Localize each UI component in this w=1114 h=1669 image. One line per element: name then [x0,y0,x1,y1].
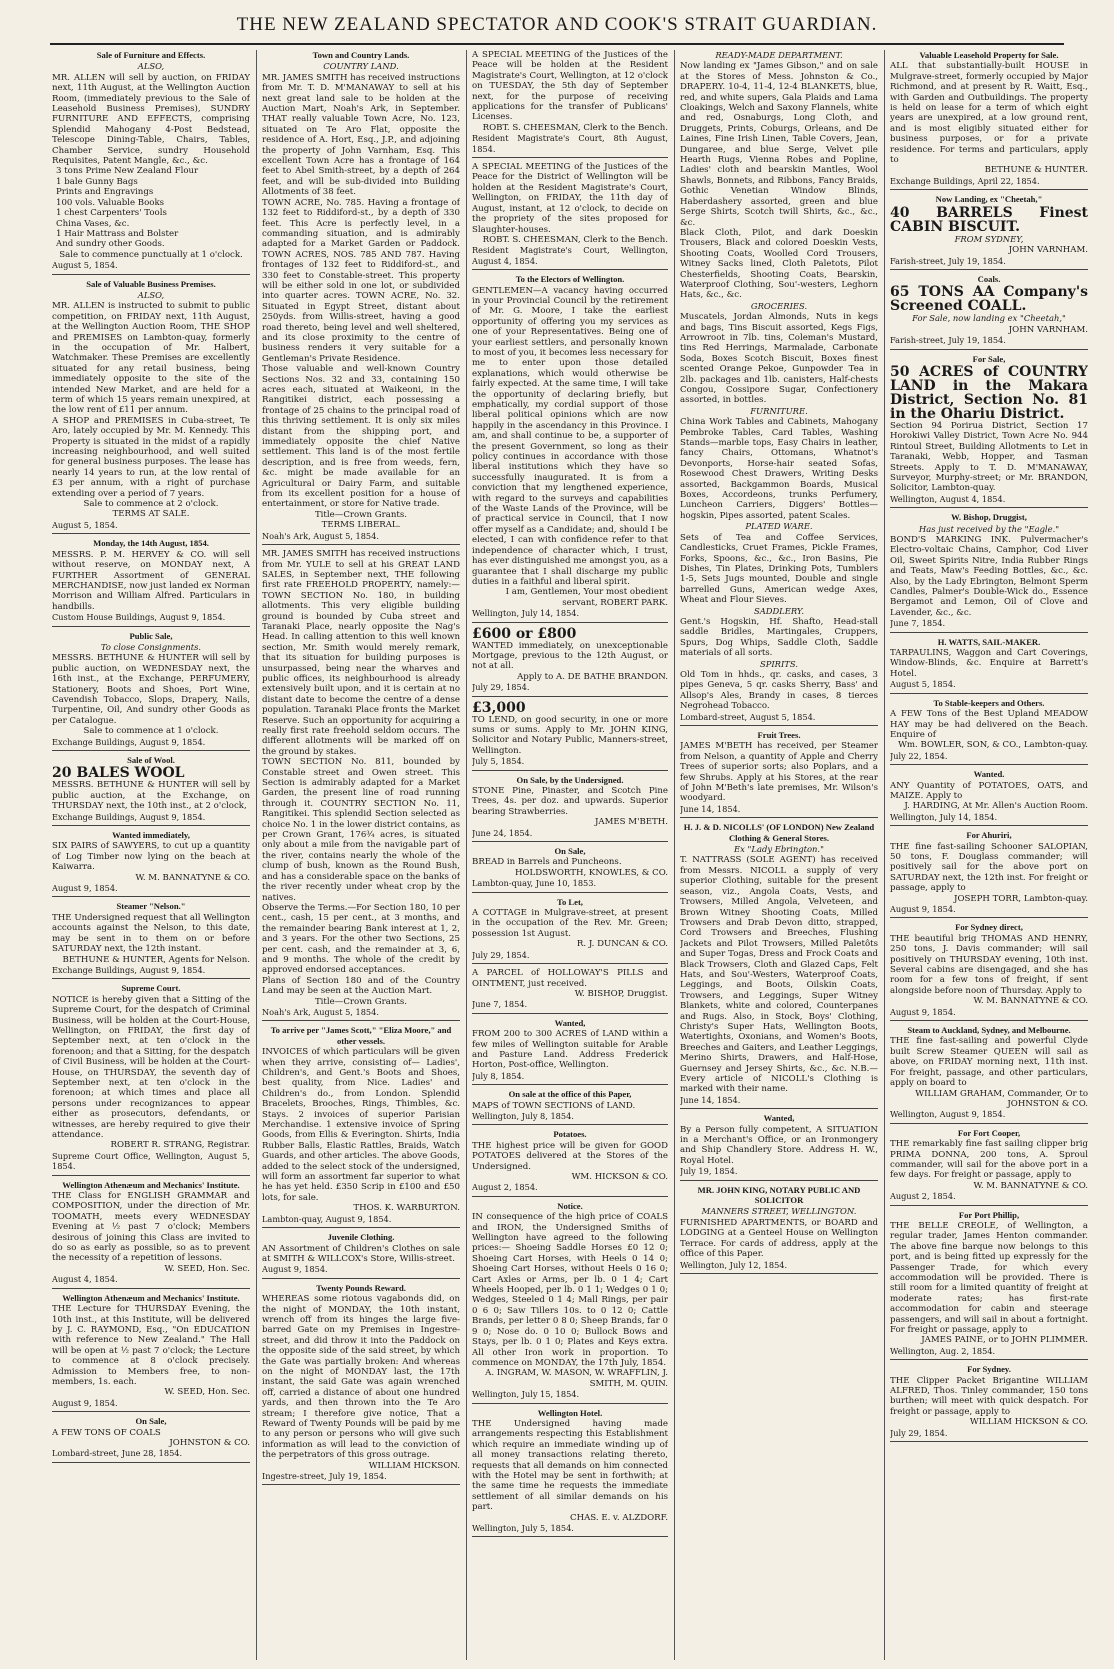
ad-heading: Wellington Hotel. [537,1407,603,1418]
advertisement [262,1025,460,1228]
ad-heading: For Sydney. [967,1364,1011,1375]
ad-subheading: SPIRITS. [760,658,798,669]
column-3 [472,50,668,1665]
ad-signature: ROBERT R. STRANG, Registrar. [110,1140,250,1151]
advertisement [890,274,1088,350]
advertisement [890,1128,1088,1206]
ad-heading: Juvenile Clothing. [327,1232,395,1243]
ad-body: THE Clipper Packet Brigantine WILLIAM ALFRED, Thos. Tinley commander, 150 tons burthen; will meet with quick despatch. For freight or passage, apply to [890,1375,1088,1417]
ad-note: Sale to commence at 2 o'clock. [83,499,219,510]
ad-subheading: FURNITURE. [750,405,808,416]
ad-signature: W. M. BANNATYNE & CO. [973,1180,1088,1191]
ad-signature: W. M. BANNATYNE & CO. [973,996,1088,1007]
ad-subheading: Ex "Lady Ebrington." [734,844,824,855]
ad-date: Lombard-street, June 28, 1854. [52,1448,183,1459]
advertisement [472,1129,668,1196]
ad-date: July 5, 1854. [472,756,525,767]
advertisement [890,1210,1088,1361]
ad-date: Lambton-quay, June 10, 1853. [472,878,597,889]
ad-heading: On Sale, [135,1416,167,1427]
ad-heading: H. WATTS, SAIL-MAKER. [937,636,1041,647]
ad-note: Sale to commence at 1 o'clock. [83,726,219,737]
ad-date: August 9, 1854. [52,1397,118,1408]
ad-date: August 2, 1854. [890,1191,956,1202]
ad-heading: Fruit Trees. [757,730,801,740]
advertisement [890,769,1088,826]
ad-signature: WILLIAM HICKSON & CO. [969,1417,1088,1428]
ad-body: FROM 200 to 300 ACRES of LAND within a few miles of Wellington suitable for Arable and Pasture Land. Address Frederick Horton, Post-office, Wellington. [472,1029,668,1071]
ad-body: MESSRS. BETHUNE & HUNTER will sell by public auction, on WEDNESDAY next, the 16th inst., at the Exchange, PERFUMERY, Stationery, Boots and Shoes, Port Wine, Cavendish Tobacco, Slops, Drapery, Nails, Turpentine, Oil, And sundry other Goods as per Catalogue. [52,653,250,726]
ad-date: Exchange Buildings, April 22, 1854. [890,175,1040,186]
ad-heading: To Stable-keepers and Others. [933,697,1045,708]
advertisement [472,846,668,893]
ad-date: June 24, 1854. [472,827,533,838]
ad-subheading: READY-MADE DEPARTMENT. [715,50,843,60]
ad-body: A FEW Tons of the Best Upland MEADOW HAY may be had delivered on the Beach. Enquire of [890,709,1088,740]
ad-body: TOWN SECTION No. 811, bounded by Constable street and Owen street. This Section is admirably adapted for a Market Garden, the present line of road running through it. COUNTRY SECTION No. 11, Rangitikei. This splendid Section selected as choice No. 1 in the lower district contains, as per Crown Grant, 176¾ acres, is situated only about a mile from the navigable part of the river, contains nearly the whole of the clump of bush, known as the Round Bush, and has a considerable space on the banks of the river recently under wheat crop by the natives. [262,757,460,903]
ad-heading: For Port Phillip, [958,1209,1020,1220]
ad-signature: HOLDSWORTH, KNOWLES, & CO. [515,867,668,878]
column-1 [52,50,250,1665]
ad-signature: W. M. BANNATYNE & CO. [135,872,250,883]
ad-body: STONE Pine, Pinaster, and Scotch Pine Trees, 4s. per doz. and upwards. Superior bearing Strawberries. [472,786,668,817]
advertisement [262,50,460,545]
ad-subheading: PLATED WARE. [745,521,813,532]
advertisement [890,637,1088,694]
ad-body: WANTED immediately, on unexceptionable Mortgage, previous to the 12th August, or not at all. [472,640,668,672]
ad-signature: Wm. BOWLER, SON, & CO., Lambton-quay. [898,740,1088,751]
ad-signature: J. HARDING, At Mr. Allen's Auction Room. [904,801,1088,812]
ad-body: MAPS of TOWN SECTIONS of LAND. [472,1100,636,1111]
ad-date: Resident Magistrate's Court, Wellington, August 4, 1854. [472,245,668,266]
ad-body: INVOICES of which particulars will be given when they arrive, consisting of— Ladies', Children's, and Gent.'s Boots and Shoes, best quality, from Nice. Ladies' and Children's do., from London. Splendid Bracelets, Brooches, Rings, Thimbles, &c. Stays. 2 invoices of superior Parisian Merchandise. 1 extensive invoice of Spring Goods, from Ellis & Everington. Shirts, India Rubber Balls, Elastic Rattles, Braids, Watch Guards, and other articles. The above Goods, added to the select stock of the undersigned, will form an assortment far superior to what he has yet held. £350 Scrip in £100 and £50 lots, for sale. [262,1047,460,1203]
ad-signature: W. BISHOP, Druggist. [574,988,668,999]
ad-signature: WILLIAM HICKSON. [368,1460,460,1471]
ad-heading: Public Sale, [129,630,173,641]
ad-heading: Wellington Athenæum and Mechanics' Institute. [62,1292,240,1303]
ad-body: MESSRS. BETHUNE & HUNTER will sell by public auction, at the Exchange, on THURSDAY next, the 10th inst., at 2 o'clock, [52,780,250,812]
ad-subheading: MANNERS STREET, WELLINGTON. [701,1206,857,1217]
ad-date: Lombard-street, August 5, 1854. [680,711,816,722]
ad-subheading: For Sale, now landing ex "Cheetah," [912,313,1066,324]
ad-display-line: £3,000 [472,699,526,716]
ad-display-line: £600 or £800 [472,625,577,642]
ad-list-item: China Vases, &c. [56,218,130,229]
ad-date: Wellington, July 14, 1854. [472,608,580,619]
ad-body: THE remarkably fine fast sailing clipper brig PRIMA DONNA, 200 tons, A. Sproul commander, will sail for the above port in a few days. For freight or passage, apply to [890,1139,1088,1181]
advertisement [472,1408,668,1538]
advertisement [52,901,250,979]
ad-signature: BETHUNE & HUNTER, Agents for Nelson. [62,954,250,965]
advertisement [890,698,1088,765]
ad-signature: JOHN VARNHAM. [1008,245,1088,256]
ad-list-item: 1 chest Carpenters' Tools [56,208,167,219]
ad-date: August 5, 1854. [52,519,118,530]
ad-body: MR. ALLEN will sell by auction, on FRIDAY next, 11th August, at the Wellington Auction Room, (immediately previous to the Sale of Leasehold Business Premises), SUNDRY FURNITURE AND EFFECTS, comprising Splendid Mahogany 4-Post Bedstead, Telescope Dining-Table, Chairs, Tables, Chamber Service, sundry Household Requisites, Patent Mangle, &c., &c. [52,72,250,167]
ad-date: Noah's Ark, August 5, 1854. [262,1006,379,1017]
ad-date: Wellington, August 4, 1854. [890,493,1006,504]
ad-body: Sets of Tea and Coffee Services, Candlesticks, Cruet Frames, Pickle Frames, Forks, Spoons, &c., &c., Iron Basins, Pie Dishes, Tin Plates, Drinking Pots, Tumblers 1-5, Sets Jugs mounted, Double and single barrelled Guns, American wedge Axes, Wheat and Flour Sieves. [680,532,878,606]
ad-date: Wellington, July 15, 1854. [472,1389,580,1400]
advertisement [52,1416,250,1463]
ad-heading: Valuable Leasehold Property for Sale. [919,50,1059,60]
advertisement [890,830,1088,918]
advertisement [890,354,1088,509]
ad-signature: BETHUNE & HUNTER. [984,165,1088,176]
ad-heading: Monday, the 14th August, 1854. [93,538,209,549]
ad-heading: Wanted, [763,1113,795,1124]
advertisement [472,1201,668,1404]
ad-body: ALL that substantially-built HOUSE in Mulgrave-street, formerly occupied by Major Richmond, and at present by R. Waitt, Esq., with Garden and Outbuildings. The property is held on lease for a term of which eight years are unexpired, at a low ground rent, and is most eligibly situated either for business purposes, or for a private residence. For terms and particulars, apply to [890,61,1088,166]
ad-body: FURNISHED APARTMENTS, or BOARD and LODGING at a Genteel House on Wellington Terrace. For cards of address, apply at the office of this Paper. [680,1217,878,1260]
ad-heading: For Sale, [972,353,1006,364]
ad-body: A PARCEL of HOLLOWAY'S PILLS and OINTMENT, just received. [472,968,668,989]
ad-body: THE fine fast-sailing and powerful Clyde built Screw Steamer QUEEN will sail as above, on FRIDAY morning next, 11th inst. For freight, passage, and other particulars, apply on board to [890,1036,1088,1089]
ad-date: Supreme Court Office, Wellington, August 5, 1854. [52,1150,250,1172]
ad-heading: For Fort Cooper, [957,1127,1021,1138]
ad-body: SIX PAIRS of SAWYERS, to cut up a quantity of Log Timber now lying on the beach at Kaiwarra. [52,841,250,873]
advertisement [680,822,878,1109]
ad-date: Wellington, July 12, 1854. [680,1259,788,1270]
ad-heading: To arrive per "James Scott," "Eliza Moore," and other vessels. [270,1025,452,1046]
advertisement [680,730,878,818]
ad-body: T. NATTRASS (SOLE AGENT) has received from Messrs. NICOLL a supply of very superior Clothing, suitable for the present season, viz., Angola Coats, Vests, and Trowsers, Milled Angola, Velveteen, and Brown Witney Shooting Coats, Milled Trowsers and Drab Devon ditto, strapped, Cord Trowsers and Breeches, Flushing Jackets and Pilot Trowsers, Milled Paletôts and Super Togas, Dress and Frock Coats and Black Trowsers, Cloth and Glazed Caps, Felt Hats, and Sou'-Westers, Waterproof Coats, Leggings, and Boots, Oilskin Coats, Trowsers, and Leggings, Super Witney Blankets, white and colored, Counterpanes and Rugs. Also, in Stock, Boys' Clothing, Christy's Super Hats, Wellington Boots, Watertights, Oxonians, and Women's Boots, Breeches and Gaiters, and Leather Leggings, Merino Shirts, Drawers, and Half-Hose, Guernsey and Jersey Shirts, &c., &c. N.B.—Every article of NICOLL's Clothing is marked with their name. [680,855,878,1095]
ad-body: Old Tom in hhds., qr. casks, and cases, 3 pipes Geneva, 5 qr. casks Sherry, Bass' and Allsop's Ales, Brandy in cases, 8 tierces Negrohead Tobacco. [680,669,878,712]
ad-body: Plans of Section 180 and of the Country Land may be seen at the Auction Mart. [262,975,460,997]
ad-list-item: Prints and Engravings [56,187,154,198]
ad-heading: H. J. & D. NICOLLS' (OF LONDON) New Zealand Clothing & General Stores. [683,822,875,843]
advertisement [52,538,250,626]
advertisement [52,755,250,826]
ad-date: July 29, 1854. [472,682,530,693]
advertisement [262,1283,460,1486]
ad-date: August 9, 1854. [890,1006,956,1017]
ad-date: Exchange Buildings, August 9, 1854. [52,736,206,747]
ad-date: June 7, 1854. [890,618,946,629]
ad-date: August 2, 1854. [472,1182,538,1193]
ad-body: TARPAULINS, Waggon and Cart Coverings, Window-Blinds, &c. Enquire at Barrett's Hotel. [890,648,1088,679]
ad-signature: WILLIAM GRAHAM, Commander, Or to JOHNSTON & CO. [915,1088,1088,1109]
ad-body: THE fine fast-sailing Schooner SALOPIAN, 50 tons, F. Douglass commander; will positively sail for the above port on SATURDAY next, the 12th inst. For freight or passage, apply to [890,841,1088,894]
ad-body: THE Lecture for THURSDAY Evening, the 10th inst., at this Institute, will be delivered by J. C. RAYMOND, Esq., "On EDUCATION with reference to New Zealand." The Hall will be open at ½ past 7 o'clock; the Lecture to commence at 8 o'clock precisely. Admission to Members free, to non-members, 1s. each. [52,1304,250,1387]
advertisement [472,775,668,842]
advertisement [472,162,668,270]
advertisement [680,50,878,726]
advertisement [890,1364,1088,1442]
ad-heading: MR. JOHN KING, NOTARY PUBLIC AND SOLICITOR [697,1184,861,1206]
ad-heading: Town and Country Lands. [312,50,410,60]
ad-date: Wellington, July 5, 1854. [472,1523,574,1533]
ad-body: MESSRS. P. M. HERVEY & CO. will sell without reserve, on MONDAY next, A FURTHER Assortment of GENERAL MERCHANDISE, now just landed ex Norman Morrison and William Alfred. Particulars in handbills. [52,549,250,612]
ad-body: A SPECIAL MEETING of the Justices of the Peace will be holden at the Resident Magistrate's Court, Wellington, at 12 o'clock on TUESDAY, the 5th day of September next, for the purpose of receiving applications for the transfer of Publicans' Licenses. [472,50,668,123]
ad-body: GENTLEMEN—A vacancy having occurred in your Provincial Council by the retirement of Mr. G. Moore, I take the earliest opportunity of offering you my services as one of your Representatives. Being one of your earliest settlers, and personally known to most of you, it becomes less necessary for me to enter upon those detailed explanations, which would otherwise be fairly expected. At the same time, I will take the opportunity of declaring briefly, but emphatically, my cordial support of those liberal political opinions which are now happily in the ascendancy in this Province. I am, and shall continue to be, a supporter of the present Government, so long as their policy continues in accordance with those liberal institutions which they have so successfully inaugurated. It is from a conviction that my lengthened experience, with regard to the surveys and capabilities of the Waste Lands of the Province, will be of practical service in Council, that I now offer myself as a Candidate; and, should I be elected, I can with confidence refer to that independence of character which, I trust, has ever distinguished me amongst you, as a guarantee that I shall discharge my public duties in a faithful and liberal spirit. [472,285,668,587]
ad-body: TOWN ACRE, No. 785. Having a frontage of 132 feet to Riddiford-st., by a depth of 330 feet. This Acre is perfectly level, in a commanding situation, and is admirably adapted for a Market Garden or Paddock. TOWN ACRES, NOS. 785 AND 787. Having frontages of 132 feet to Riddiford-st., and 330 feet to Constable-street. This property will be either sold in one lot, or subdivided into quarter acres. TOWN ACRE, No. 32. Situated in Egypt Street, distant about 250yds. from Willis-street, having a good road thereto, being level and well sheltered, and its close proximity to the centre of business renders it very suitable for a Gentleman's Private Residence. [262,197,460,364]
ad-item-list [52,166,250,249]
ad-heading: Notice. [557,1200,583,1211]
ad-body: By a Person fully competent, A SITUATION in a Merchant's Office, or an Ironmongery and Ship Chandlery Store. Address H. W., Royal Hotel. [680,1124,878,1166]
ad-note: TERMS LIBERAL. [321,520,401,531]
advertisement [52,830,250,897]
ad-signature: Apply to A. DE BATHE BRANDON. [517,671,668,682]
advertisement [890,1025,1088,1124]
ad-heading: Steam to Auckland, Sydney, and Melbourne. [907,1025,1071,1036]
ad-body: THE BELLE CREOLE, of Wellington, a regular trader, James Henton commander. The above fine barque now belongs to this port, and is being fitted up expressly for the Passenger Trade, for which every accommodation will be provided. There is still room for a limited quantity of freight at moderate rates; has first-rate accommodation for cabin and steerage passengers, and will sail in about a fortnight. For freight or passage, apply to [890,1220,1088,1336]
ad-body: TO LEND, on good security, in one or more sums or sums. Apply to Mr. JOHN KING, Solicitor and Notary Public, Manners-street, Wellington. [472,714,668,756]
ad-heading: Steamer "Nelson." [116,901,186,912]
ad-body: A COTTAGE in Mulgrave-street, at present in the occupation of the Rev. Mr. Green; possession 1st August. [472,908,668,939]
ad-signature: THOS. K. WARBURTON. [353,1203,460,1214]
advertisement [472,968,668,1014]
ad-subheading: FROM SYDNEY, [954,233,1024,244]
ad-heading: Now Landing, ex "Cheetah," [935,194,1043,205]
ad-signature: CHAS. E. v. ALZDORF. [570,1512,668,1523]
ad-note: TERMS AT SALE. [112,509,190,520]
ad-heading: Sale of Valuable Business Premises. [86,278,216,289]
ad-note: Title—Crown Grants. [314,509,408,520]
ad-body: JAMES M'BETH has received, per Steamer from Nelson, a quantity of Apple and Cherry Trees of superior sorts; also Poplars, and a few Shrubs. Apply at his Stores, at the rear of John M'Beth's late premises, Mr. Wilson's woodyard. [680,741,878,804]
ad-body: China Work Tables and Cabinets, Mahogany Pembroke Tables, Card Tables, Washing Stands—marble tops, Easy Chairs in leather, fancy Chairs, Ottomans, Whatnot's Devonports, Horse-hair seated Sofas, Rosewood Chest Drawers, Writing Desks assorted, Backgammon Boards, Musical Boxes, Accordeons, trunks Perfumery, Luncheon Carriers, Diggers' Bottles—hogskin, Pipes assorted, patent Scales. [680,417,878,521]
ad-body: A FEW TONS OF COALS [52,1427,161,1438]
ad-heading: Wanted immediately, [112,830,190,841]
ad-heading: On Sale, [554,846,586,857]
ad-signature: JAMES PAINE, or to JOHN PLIMMER. [921,1335,1088,1346]
ad-display-line: 65 TONS AA Company's Screened COALL. [890,284,1088,315]
advertisement [890,922,1088,1021]
ad-heading: Wanted. [973,769,1005,780]
ad-subheading: COUNTRY LAND. [323,61,399,72]
ad-note: Sale to commence punctually at 1 o'clock. [59,249,243,260]
ad-signature: A. INGRAM, W. MASON, W. WRAFFLIN, J. SMITH, M. QUIN. [485,1368,668,1389]
ad-heading: Wellington Athenæum and Mechanics' Institute. [62,1179,240,1190]
ad-date: August 5, 1854. [52,260,118,271]
ad-body: BOND'S MARKING INK. Pulvermacher's Electro-voltaic Chains, Camphor, Cod Liver Oil, Sweet Spirits Nitre, India Rubber Rings and Teats, Maw's Feeding Bottles, &c., &c. Also, by the Lady Ebrington, Belmont Sperm Candles, Palmer's Double-Wick do., Essence Bergamot and Lemon, Oil of Clove and Lavender, &c., &c. [890,535,1088,618]
ad-signature: ROBT. S. CHEESMAN, Clerk to the Bench. [482,234,668,245]
ad-date: Exchange Buildings, August 9, 1854. [52,964,206,975]
ad-heading: W. Bishop, Druggist, [951,512,1027,523]
advertisement [472,627,668,697]
ad-body: A SPECIAL MEETING of the Justices of the Peace for the District of Wellington will be holden at the Resident Magistrate's Court, Wellington, on FRIDAY, the 11th day of August, instant, at 12 o'clock, to decide on the propriety of the sites proposed for Slaughter-houses. [472,162,668,235]
ad-date: July 29, 1854. [472,949,530,960]
ad-signature: W. SEED, Hon. Sec. [164,1263,250,1274]
ad-body: MR. ALLEN is instructed to submit to public competition, on FRIDAY next, 11th August, at the Wellington Auction Room, THE SHOP and PREMISES on Lambton-quay, formerly in the occupation of Mr. Halbert, Watchmaker. These Premises are excellently situated for any retail business, being immediately opposite to the site of the intended New Market, and are held for a term of which 15 years remain unexpired, at the low rent of £11 per annum. [52,301,250,416]
ad-date: Exchange Buildings, August 9, 1854. [52,811,206,822]
advertisement [472,701,668,771]
ad-body: Muscatels, Jordan Almonds, Nuts in kegs and bags, Tins Biscuit assorted, Kegs Figs, Arrowroot in 7lb. tins, Coleman's Mustard, tins Red Herrings, Marmalade, Carbonate Soda, Boxes Scotch Biscuit, Boxes finest scented Orange Pekoe, Gunpowder Tea in 2lb. packages and 1lb. canisters, Half-chests Congou, Cossipore Sugar, Confectionery assorted, in bottles. [680,312,878,406]
ad-subheading: ALSO, [137,61,165,72]
column-rule [256,50,257,1660]
ad-date: Lambton-quay, August 9, 1854. [262,1213,392,1224]
advertisement [472,50,668,158]
ad-body: WHEREAS some riotous vagabonds did, on the night of MONDAY, the 10th instant, wrench off from its hinges the large five-barred Gate on my Premises in Ingestre-street, and did throw it into the Paddock on the opposite side of the said street, by which the Gate was partially broken: And whereas on the night of MONDAY last, the 17th instant, the said Gate was again wrenched off, carried a distance of about one hundred yards, and then thrown into the Te Aro stream; I therefore give notice, That a Reward of Twenty Pounds will be paid by me to any person or persons who will give such information as will lead to the conviction of the perpetrators of this gross outrage. [262,1294,460,1461]
ad-signature: R. J. DUNCAN & CO. [576,939,668,950]
ad-date: July 22, 1854. [890,750,948,761]
ad-body: Now landing ex "James Gibson," and on sale at the Stores of Mess. Johnston & Co., DRAPERY. 10-4, 11-4, 12-4 BLANKETS, blue, red, and white supers, Gala Plaids and Lama Cloakings, Welch and Saxony Flannels, white and red, Osnaburgs, Long Cloth, and Druggets, Prints, Coburgs, Orleans, and De Laines, Fine Irish Linen, Table Covers, Jean, Dungaree, and blue Serge, Velvet pile Hearth Rugs, Vienna Robes and Popline, Ladies' cloth and bearskin Mantles, Wool Shawls, Bonnets, and Ribbons, Fancy Braids, Gothic Venetian Window Blinds, Haberdashery assorted, green and blue Serge Shirts, Scotch twill Shirts, &c., &c., &c. [680,61,878,228]
ad-heading: On sale at the office of this Paper, [508,1089,632,1100]
ad-signature: JOSEPH TORR, Lambton-quay. [954,893,1088,904]
ad-subheading: To close Consignments. [100,641,202,652]
masthead-rule [50,43,1064,45]
ad-body: THE beautiful brig THOMAS AND HENRY, 250 tons, J. Davis commander; will sail positively on THURSDAY evening, 10th inst. Several cabins are disengaged, and she has room for a few tons of freight, if sent alongside before noon of Thursday. Apply to [890,933,1088,996]
ad-date: Noah's Ark, August 5, 1854. [262,530,379,541]
ad-heading: Wanted, [554,1017,586,1028]
ad-body: AN Assortment of Children's Clothes on sale at SMITH & WILLCOX's Store, Willis-street. [262,1243,460,1264]
ad-body: NOTICE is hereby given that a Sitting of the Supreme Court, for the despatch of Criminal Business, will be holden at the Court-House, Wellington, on FRIDAY, the first day of September next, at ten o'clock in the forenoon; and that a Sitting, for the despatch of Civil Business, will be holden at the Court-House, on THURSDAY, the seventh day of September next, at ten o'clock in the forenoon; at which times and place all persons under recognizances to appear either as prosecutors, defendants, or witnesses, are hereby required to give their attendance. [52,994,250,1140]
ad-list-item: 100 vols. Valuable Books [56,197,165,208]
column-rule [884,50,885,1660]
ad-signature: JAMES M'BETH. [594,817,668,828]
advertisement [890,50,1088,190]
advertisement [472,1089,668,1125]
ad-date: June 7, 1854. [472,999,528,1010]
ad-date: August 9, 1854. [262,1264,328,1275]
ad-signature: WM. HICKSON & CO. [571,1172,668,1182]
ad-date: July 8, 1854. [472,1070,525,1081]
column-5 [890,50,1088,1665]
ad-signature: I am, Gentlemen, Your most obedient servant, ROBERT PARK. [505,587,668,608]
ad-body: ANY Quantity of POTATOES, OATS, and MAIZE. Apply to [890,780,1088,801]
ad-date: August 5, 1854. [890,679,956,690]
ad-subheading: ALSO, [137,289,165,300]
ad-date: Ingestre-street, July 19, 1854. [262,1471,387,1482]
ad-subheading: SADDLERY. [753,605,805,616]
ad-body: A SHOP and PREMISES in Cuba-street, Te Aro, lately occupied by Mr. M. Kennedy. This Property is situated in the midst of a rapidly increasing neighbourhood, and well suited for general business purposes. The lease has nearly 14 years to run, at the low rental of £3 per annum, with a right of purchase extending over a period of 7 years. [52,415,250,499]
ad-date: Resident Magistrate's Court, 8th August, 1854. [472,133,668,154]
ad-body: THE Undersigned request that all Wellington accounts against the Nelson, to this date, may be sent in to them on or before SATURDAY next, the 12th instant. [52,912,250,955]
advertisement [262,1232,460,1279]
ad-body: THE highest price will be given for GOOD POTATOES delivered at the Stores of the Undersigned. [472,1140,668,1172]
masthead [0,0,1114,46]
advertisement [472,897,668,964]
ad-heading: For Ahuriri, [966,830,1012,841]
column-rule [466,50,467,1660]
ad-display-line: 20 BALES WOOL [52,765,185,782]
advertisement [680,1185,878,1274]
ad-heading: Sale of Furniture and Effects. [96,50,206,60]
ad-body: THE Class for ENGLISH GRAMMAR and COMPOSITION, under the direction of Mr. TOOMATH, meets every WEDNESDAY Evening at ½ past 7 o'clock; Members desirous of joining this Class are invited to do so as early as possible, so as to prevent the necessity of a repetition of lessons. [52,1191,250,1264]
advertisement [52,983,250,1175]
ad-subheading: Has just received by the "Eagle." [918,523,1060,534]
ad-date: Wellington, July 14, 1854. [890,811,998,822]
ad-heading: Potatoes. [553,1129,587,1140]
ad-body: MR. JAMES SMITH has received instructions from Mr. YULE to sell at his GREAT LAND SALES, in September next, THE following first rate FREEHOLD PROPERTY, namely:— TOWN SECTION No. 180, in building allotments. This very eligible building ground is bounded by Cuba street and Taranaki Place, nearly opposite the Nag's Head. In calling attention to this well known section, Mr. Smith would merely remark, that its situation for building purposes is unsurpassed, being near the wharves and public offices, its neighbourhood is already extensively built upon, and it is certain at no distant date to become the centre of a dense population. Taranaki Place fronts the Market Reserve. Such an opportunity for acquiring a really first rate freehold seldom occurs. The different allotments will be marked off on the ground by stakes. [262,549,460,757]
ad-date: August 9, 1854. [890,904,956,914]
ad-date: July 19, 1854. [680,1166,738,1177]
ad-signature: W. SEED, Hon. Sec. [164,1387,250,1398]
column-4 [680,50,878,1665]
ad-heading: To Let, [557,896,583,907]
ad-body: Gent.'s Hogskin, Hf. Shafto, Head-stall saddle Bridles, Martingales, Cruppers, Spurs, Dog Whips, Saddle Cloth, Saddle materials of all sorts. [680,616,878,659]
advertisement [52,50,250,275]
ad-body: Black Cloth, Pilot, and dark Doeskin Trousers, Black and colored Doeskin Vests, Shooting Coats, Woolled Cord Trousers, Witney Sacks lined, Cloth Paletots, Pilot Chesterfields, Shooting Coats, Bearskin, Waterproof Clothing, Sou'-westers, Leghorn Hats, &c., &c. [680,227,878,301]
ad-date: Custom House Buildings, August 9, 1854. [52,612,226,623]
advertisement [680,1113,878,1180]
advertisement [52,1180,250,1289]
advertisement [890,194,1088,270]
ad-heading: For Sydney direct, [955,922,1023,933]
advertisement [52,1293,250,1412]
masthead-title: THE NEW ZEALAND SPECTATOR AND COOK'S STRAIT GUARDIAN. [236,14,878,35]
ad-date: August 9, 1854. [52,883,118,894]
advertisement [262,549,460,1021]
advertisement [472,1018,668,1085]
ad-signature: JOHNSTON & CO. [169,1437,250,1448]
ad-date: Farish-street, July 19, 1854. [890,255,1006,266]
advertisement [890,512,1088,632]
advertisement [52,279,250,535]
advertisement [472,274,668,622]
ad-heading: Sale of Wool. [127,755,175,765]
ad-heading: Coals. [977,273,1001,284]
ad-display-line: 40 BARRELS Finest CABIN BISCUIT. [890,204,1088,235]
ad-heading: To the Electors of Wellington. [515,274,625,285]
ad-date: July 29, 1854. [890,1427,948,1438]
ad-subheading: GROCERIES. [750,300,808,311]
ad-heading: Supreme Court. [121,983,181,994]
ad-body: IN consequence of the high price of COALS and IRON, the Undersigned Smiths of Wellington have agreed to the following prices:— Shoeing Saddle Horses £0 12 0; Shoeing Cart Horses, with Heels 0 14 0; Shoeing Cart Horses, without Heels 0 16 0; Cart Axles or Arms, per lb. 0 1 4; Cart Wheels Hooped, per lb. 0 1 1; Wedges 0 1 0; Wedges, Steeled 0 1 4; Mall Rings, per pair 0 6 0; Saw Tillers 10s. to 0 12 0; Cattle Brands, per letter 0 8 0; Sheep Brands, far 0 9 0; Nose do. 0 10 0; Bullock Bows and Stays, per lb. 0 1 0; Plates and Keys extra. All other Iron work in proportion. To commence on MONDAY, the 17th July, 1854. [472,1212,668,1368]
ad-date: June 14, 1854. [680,803,741,814]
ad-date: Wellington, Aug. 2, 1854. [890,1345,996,1356]
ad-date: Farish-street, July 19, 1854. [890,335,1006,346]
column-rule [674,50,675,1660]
ad-list-item: 3 tons Prime New Zealand Flour [56,166,199,177]
ad-date: August 4, 1854. [52,1274,118,1285]
ad-date: Wellington, July 8, 1854. [472,1110,574,1121]
ad-body: Observe the Terms.—For Section 180, 10 per cent., cash, 15 per cent., at 3 months, and the remainder bearing Bank interest at 1, 2, and 3 years. For the other two Sections, 25 per cent. cash, and the remainder at 3, 6, and 9 months. The whole of the credit by approved endorsed acceptances. [262,902,460,976]
ad-display-line: 50 ACRES of COUNTRY LAND in the Makara District, Section No. 81 in the Ohariu District. [890,363,1088,422]
ad-heading: On Sale, by the Undersigned. [516,774,624,785]
ad-body: THE Undersigned having made arrangements respecting this Establishment which require an immediate winding up of all money transactions relating thereto, requests that all demands on him connected with the Hotel may be sent in forthwith; at the same time he requests the immediate settlement of all similar demands on his part. [472,1418,668,1513]
ad-signature: ROBT. S. CHEESMAN, Clerk to the Bench. [482,122,668,133]
ad-signature: JOHN VARNHAM. [1008,324,1088,335]
ad-list-item: 1 Hair Mattrass and Bolster [56,228,179,239]
column-2 [262,50,460,1665]
ad-heading: Twenty Pounds Reward. [316,1282,406,1293]
ad-list-item: And sundry other Goods. [56,239,165,250]
ad-body: MR. JAMES SMITH has received instructions from Mr. T. D. M'MANAWAY to sell at his next great land sale to be holden at the Auction Mart, Noah's Ark, in September. THAT really valuable Town Acre, No. 123, situated on Te Aro Flat, opposite the residence of A. Hort, Esq., J.P., and adjoining the property of John Varnham, Esq. This excellent Town Acre has a frontage of 164 feet to Abel Smith-street, by a depth of 264 feet, and will be sub-divided into Building Allotments of 38 feet. [262,72,460,198]
advertisement [52,631,250,751]
ad-body: BREAD in Barrels and Puncheons. [472,857,622,868]
ad-body: Section 94 Porirua District, Section 17 Horokiwi Valley District, Town Acre No. 944 Rintoul Street, Building Allotments to Let in Taranaki, Webb, Hopper, and Tasman Streets. Apply to T. D. M'MANAWAY, Surveyor, Murphy-street; or Mr. BRANDON, Solicitor, Lambton-quay. [890,420,1088,494]
ad-body: Those valuable and well-known Country Sections Nos. 32 and 33, containing 150 acres each, situated at Waikeoni, in the Rangitikei district, each possessing a frontage of 25 chains to the principal road of this thriving settlement. It is only six miles distant from the shipping port, and immediately opposite the chief Native settlement. This land is of the most fertile description, and is free from weeds, fern, &c. might be made available for an Agricultural or Dairy Farm, and suitable from its excellent position for a house of entertainment, or store for Native trade. [262,364,460,510]
ad-date: Wellington, August 9, 1854. [890,1109,1006,1120]
ad-list-item: 1 bale Gunny Bags [56,176,138,187]
ad-note: Title—Crown Grants. [314,996,408,1007]
ad-date: June 14, 1854. [680,1094,741,1105]
